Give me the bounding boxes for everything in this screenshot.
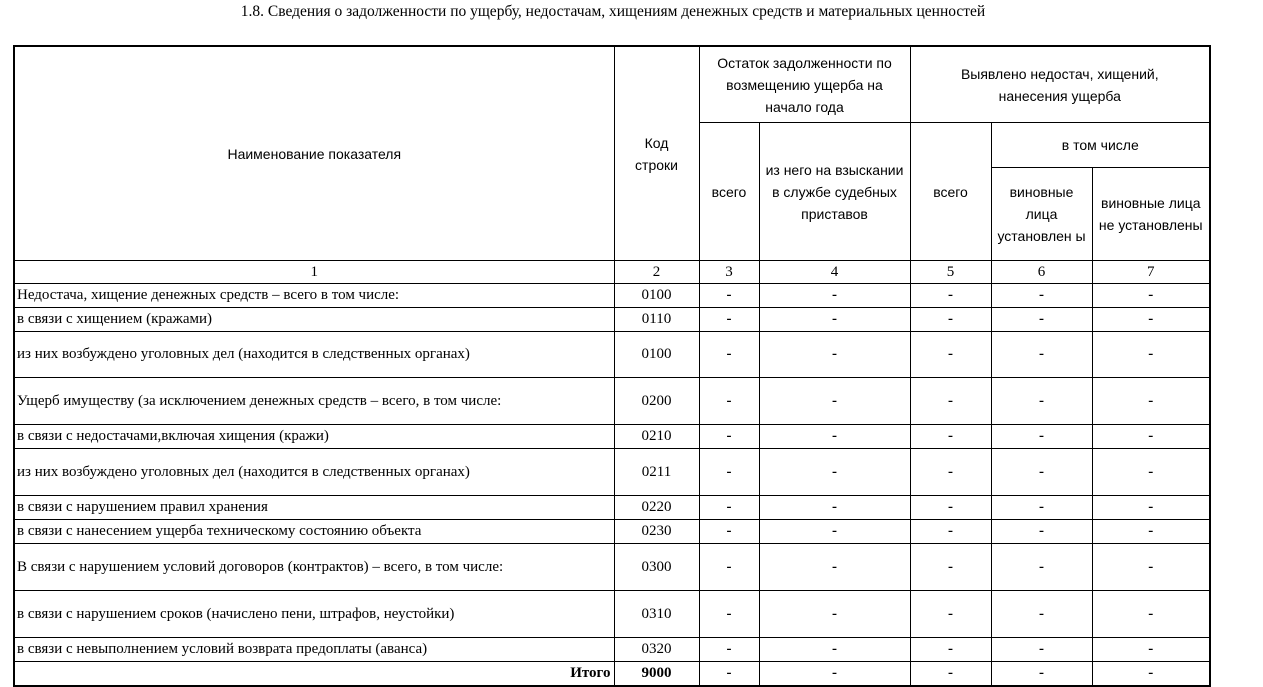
total-label: Итого (14, 662, 614, 687)
column-number: 5 (910, 261, 991, 284)
row-name: из них возбуждено уголовных дел (находится в следственных органах) (14, 332, 614, 378)
column-number: 1 (14, 261, 614, 284)
cell-value: - (910, 544, 991, 591)
cell-value: - (759, 591, 910, 638)
cell-value: - (759, 449, 910, 496)
cell-value: - (910, 332, 991, 378)
row-code: 0211 (614, 449, 699, 496)
table-row (14, 425, 1210, 449)
cell-value: - (699, 308, 759, 332)
row-name: в связи с невыполнением условий возврата предоплаты (аванса) (14, 638, 614, 662)
row-name: в связи с нанесением ущерба техническому состоянию объекта (14, 520, 614, 544)
cell-value: - (991, 544, 1092, 591)
page-title: 1.8. Сведения о задолженности по ущербу, недостачам, хищениям денежных средств и материальных ценностей (240, 3, 986, 20)
row-name: в связи с хищением (кражами) (14, 308, 614, 332)
table-row (14, 378, 1210, 425)
cell-value: - (759, 308, 910, 332)
column-number: 2 (614, 261, 699, 284)
header-including: в том числе (991, 123, 1210, 168)
row-code: 0300 (614, 544, 699, 591)
cell-value: - (759, 378, 910, 425)
cell-value: - (759, 520, 910, 544)
cell-value: - (991, 520, 1092, 544)
cell-value: - (1092, 496, 1210, 520)
total-value: - (1092, 662, 1210, 687)
column-number: 6 (991, 261, 1092, 284)
row-name: в связи с нарушением сроков (начислено пени, штрафов, неустойки) (14, 591, 614, 638)
table-row (14, 496, 1210, 520)
total-value: - (759, 662, 910, 687)
header-name: Наименование показателя (14, 46, 614, 261)
header-guilty-found: виновные лица установлен ы (991, 168, 1092, 261)
header-balance-group: Остаток задолженности по возмещению ущерба на начало года (699, 46, 910, 123)
cell-value: - (1092, 425, 1210, 449)
cell-value: - (991, 378, 1092, 425)
row-name: в связи с нарушением правил хранения (14, 496, 614, 520)
cell-value: - (991, 638, 1092, 662)
table-row (14, 284, 1210, 308)
row-code: 0110 (614, 308, 699, 332)
row-name: в связи с недостачами,включая хищения (кражи) (14, 425, 614, 449)
cell-value: - (991, 332, 1092, 378)
debt-table (13, 45, 1211, 687)
table-row (14, 638, 1210, 662)
cell-value: - (991, 425, 1092, 449)
cell-value: - (910, 308, 991, 332)
cell-value: - (1092, 449, 1210, 496)
cell-value: - (699, 425, 759, 449)
total-value: - (699, 662, 759, 687)
cell-value: - (910, 449, 991, 496)
cell-value: - (1092, 591, 1210, 638)
row-name: Ущерб имуществу (за исключением денежных средств – всего, в том числе: (14, 378, 614, 425)
cell-value: - (991, 591, 1092, 638)
table-row (14, 544, 1210, 591)
row-name: Недостача, хищение денежных средств – всего в том числе: (14, 284, 614, 308)
cell-value: - (1092, 284, 1210, 308)
cell-value: - (699, 449, 759, 496)
cell-value: - (699, 496, 759, 520)
total-value: - (991, 662, 1092, 687)
row-code: 0200 (614, 378, 699, 425)
table-row (14, 520, 1210, 544)
header-detected-group: Выявлено недостач, хищений, нанесения ущерба (910, 46, 1210, 123)
cell-value: - (910, 638, 991, 662)
row-code: 0100 (614, 332, 699, 378)
cell-value: - (1092, 544, 1210, 591)
column-number: 4 (759, 261, 910, 284)
cell-value: - (910, 378, 991, 425)
table-row (14, 591, 1210, 638)
row-name: из них возбуждено уголовных дел (находится в следственных органах) (14, 449, 614, 496)
total-code: 9000 (614, 662, 699, 687)
header-total-balance: всего (699, 123, 759, 261)
cell-value: - (759, 544, 910, 591)
cell-value: - (759, 425, 910, 449)
table-row (14, 332, 1210, 378)
row-code: 0210 (614, 425, 699, 449)
cell-value: - (1092, 332, 1210, 378)
cell-value: - (759, 638, 910, 662)
row-code: 0310 (614, 591, 699, 638)
cell-value: - (991, 449, 1092, 496)
header-total-detected: всего (910, 123, 991, 261)
row-code: 0220 (614, 496, 699, 520)
cell-value: - (910, 425, 991, 449)
cell-value: - (699, 378, 759, 425)
row-name: В связи с нарушением условий договоров (контрактов) – всего, в том числе: (14, 544, 614, 591)
cell-value: - (699, 520, 759, 544)
cell-value: - (759, 496, 910, 520)
cell-value: - (759, 332, 910, 378)
row-code: 0100 (614, 284, 699, 308)
header-code: Код строки (614, 46, 699, 261)
table-row (14, 308, 1210, 332)
total-row (14, 662, 1210, 687)
cell-value: - (699, 544, 759, 591)
cell-value: - (991, 496, 1092, 520)
cell-value: - (1092, 378, 1210, 425)
cell-value: - (699, 638, 759, 662)
cell-value: - (699, 332, 759, 378)
cell-value: - (910, 284, 991, 308)
cell-value: - (910, 591, 991, 638)
row-code: 0230 (614, 520, 699, 544)
column-number: 3 (699, 261, 759, 284)
table-row (14, 449, 1210, 496)
cell-value: - (910, 496, 991, 520)
cell-value: - (1092, 638, 1210, 662)
total-value: - (910, 662, 991, 687)
cell-value: - (910, 520, 991, 544)
cell-value: - (699, 591, 759, 638)
cell-value: - (699, 284, 759, 308)
column-number: 7 (1092, 261, 1210, 284)
cell-value: - (991, 308, 1092, 332)
cell-value: - (1092, 520, 1210, 544)
cell-value: - (1092, 308, 1210, 332)
row-code: 0320 (614, 638, 699, 662)
column-numbers-row (14, 261, 1210, 284)
header-guilty-not-found: виновные лица не установлены (1092, 168, 1210, 261)
header-bailiffs: из него на взыскании в службе судебных приставов (759, 123, 910, 261)
cell-value: - (991, 284, 1092, 308)
cell-value: - (759, 284, 910, 308)
